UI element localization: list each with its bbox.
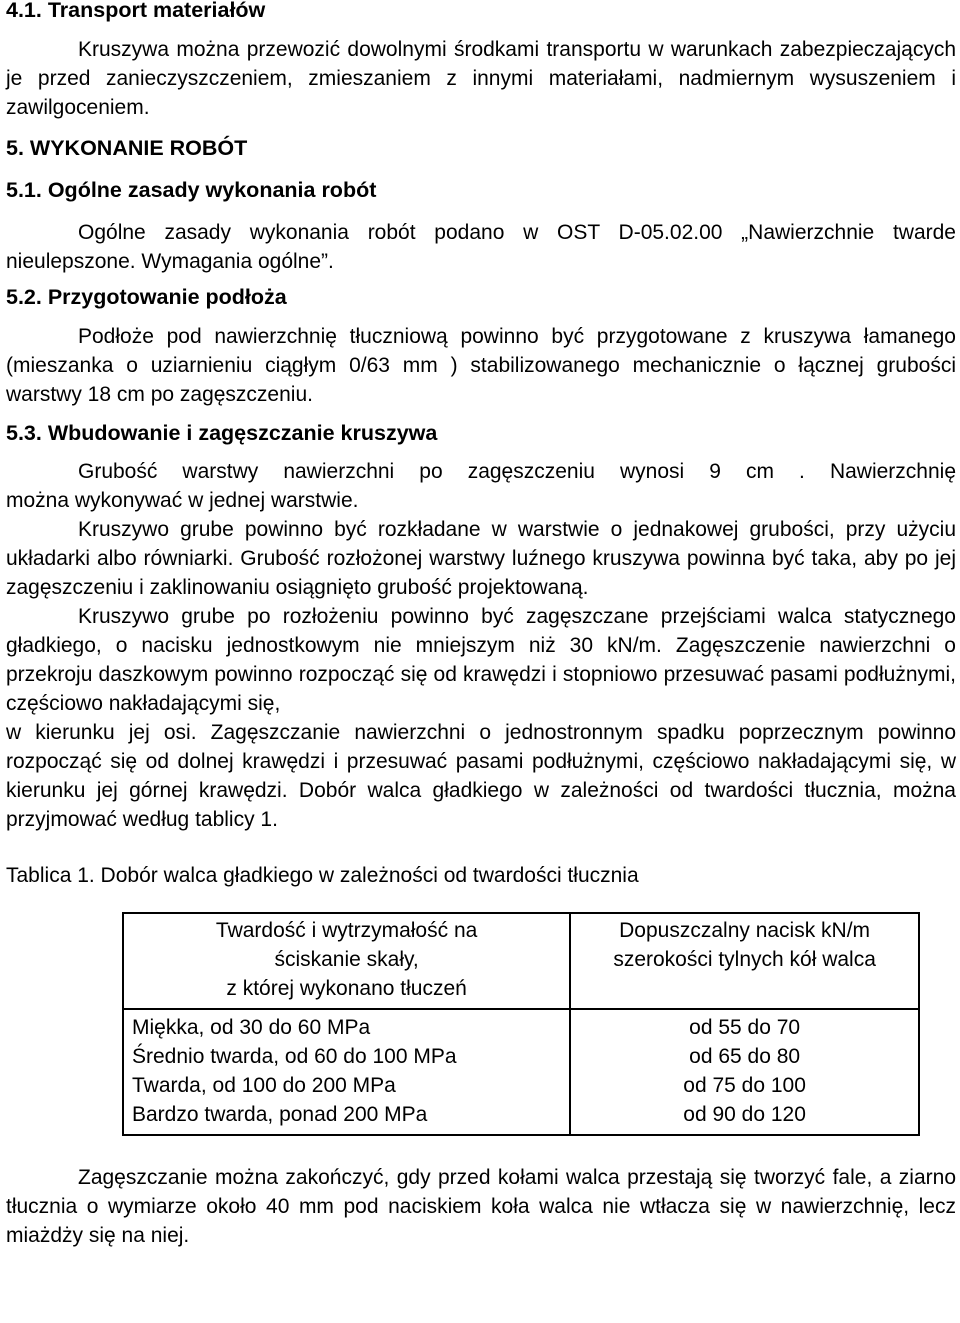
paragraph-layer-thickness-line2: można wykonywać w jednej warstwie. [6, 489, 359, 512]
paragraph-spreading: Kruszywo grube powinno być rozkładane w warstwie o jednakowej grubości, przy użyciu układarki albo równiarki. Grubość rozłożonej warstwy luźnego kruszywa powinna być taka, aby po jej zagęszczeniu i zaklinowaniu osiągnięto grubość projektowaną. [6, 518, 956, 599]
pressure-value: od 90 do 120 [683, 1103, 806, 1126]
header-hardness-line: ściskanie skały, [274, 948, 419, 971]
paragraph-compaction-b: w kierunku jej osi. Zagęszczanie nawierzchni o jednostronnym spadku poprzecznym powinno rozpocząć się od dolnej krawędzi i przesuwać pasami podłużnymi, częściowo nakładającymi się, w kierunku jej górnej krawędzi. Dobór walca gładkiego w zależności od twardości tłucznia, można przyjmować według tablicy 1. [6, 721, 956, 831]
pressure-value: od 55 do 70 [689, 1016, 801, 1039]
hardness-value: Twarda, od 100 do 200 MPa [132, 1074, 396, 1097]
pressure-value: od 75 do 100 [683, 1074, 806, 1097]
header-hardness-line: Twardość i wytrzymałość na [215, 919, 478, 942]
hardness-value: Miękka, od 30 do 60 MPa [132, 1016, 371, 1039]
document-page [6, 0, 956, 1250]
paragraph-general-rules: Ogólne zasady wykonania robót podano w OST D-05.02.00 „Nawierzchnie twarde nieulepszone. Wymagania ogólne”. [6, 221, 956, 273]
heading-4-1: 4.1. Transport materiałów [6, 0, 266, 22]
header-hardness-line: z której wykonano tłuczeń [226, 977, 467, 1000]
heading-5-3: 5.3. Wbudowanie i zagęszczanie kruszywa [6, 421, 438, 445]
paragraph-subgrade: Podłoże pod nawierzchnię tłuczniową powinno być przygotowane z kruszywa łamanego (mieszanka o uziarnieniu ciągłym 0/63 mm ) stabilizowanego mechanicznie o łącznej grubości warstwy 18 cm po zagęszczeniu. [6, 325, 956, 406]
hardness-value: Średnio twarda, od 60 do 100 MPa [132, 1045, 457, 1068]
table-cell-pressure-values [570, 1009, 919, 1135]
table-cell-hardness-values [123, 1009, 570, 1135]
pressure-value: od 65 do 80 [689, 1045, 801, 1068]
table-header-pressure [570, 913, 919, 1009]
header-pressure-line: Dopuszczalny nacisk kN/m [619, 919, 871, 942]
table-header-hardness [123, 913, 570, 1009]
table-caption: Tablica 1. Dobór walca gładkiego w zależności od twardości tłucznia [6, 864, 639, 887]
heading-5-2: 5.2. Przygotowanie podłoża [6, 285, 287, 309]
paragraph-closing: Zagęszczanie można zakończyć, gdy przed kołami walca przestają się tworzyć fale, a ziarno tłucznia o wymiarze około 40 mm pod naciskiem koła walca nie wtłacza się w nawierzchnię, lecz miażdży się na niej. [6, 1166, 956, 1247]
paragraph-transport: Kruszywa można przewozić dowolnymi środkami transportu w warunkach zabezpieczających je przed zanieczyszczeniem, zmieszaniem z innymi materiałami, nadmiernym wysuszeniem i zawilgoceniem. [6, 38, 956, 119]
roller-selection-table [122, 912, 920, 1136]
header-pressure-line: szerokości tylnych kół walca [613, 948, 876, 971]
paragraph-layer-thickness-line1: Grubość warstwy nawierzchni po zagęszczeniu wynosi 9 cm . Nawierzchnię [78, 460, 956, 483]
paragraph-compaction-a: Kruszywo grube po rozłożeniu powinno być zagęszczane przejściami walca statycznego gładkiego, o nacisku jednostkowym nie mniejszym niż 30 kN/m. Zagęszczenie nawierzchni o przekroju daszkowym powinno rozpocząć się od krawędzi i stopniowo przesuwać pasami podłużnymi, częściowo nakładającymi się, [6, 605, 956, 715]
hardness-value: Bardzo twarda, ponad 200 MPa [132, 1103, 428, 1126]
heading-5-1: 5.1. Ogólne zasady wykonania robót [6, 178, 377, 202]
table-header-row [123, 913, 919, 1009]
heading-5: 5. WYKONANIE ROBÓT [6, 136, 248, 160]
table-row [123, 1009, 919, 1135]
